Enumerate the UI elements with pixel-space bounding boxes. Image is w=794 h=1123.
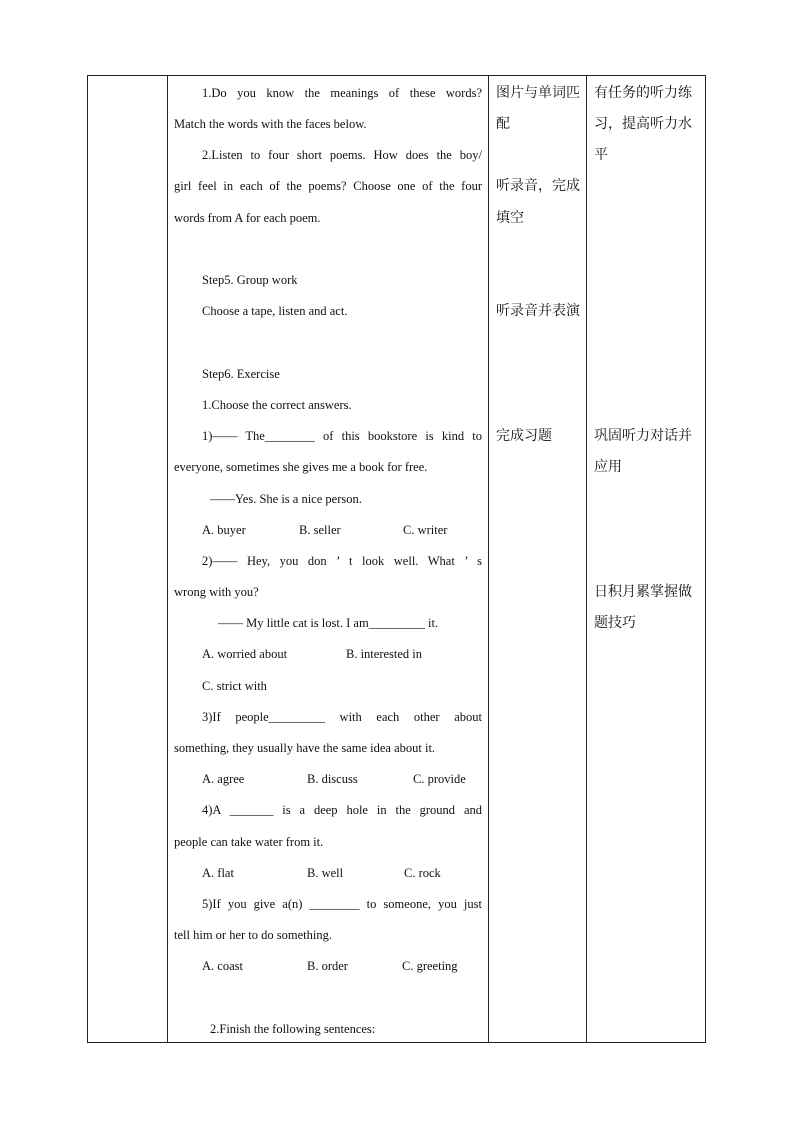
content-line: 1.Do you know the meanings of these words? [202, 86, 482, 100]
content-line: Choose a tape, listen and act. [202, 304, 348, 318]
content-line: 1.Choose the correct answers. [202, 398, 352, 412]
purpose-text: 习，提高听力水 [594, 116, 692, 132]
lesson-table [87, 75, 706, 1043]
question-line: everyone, sometimes she gives me a book for free. [174, 460, 428, 474]
activity-text: 完成习题 [496, 428, 552, 444]
option: B. seller [299, 523, 341, 537]
activity-text: 配 [496, 116, 510, 132]
column-divider [167, 76, 168, 1042]
question-line: 5)If you give a(n) ________ to someone, you just [202, 897, 482, 911]
option: C. writer [403, 523, 448, 537]
content-line: Match the words with the faces below. [174, 117, 367, 131]
column-divider [488, 76, 489, 1042]
question-line: 1)—— The________ of this bookstore is kind to [202, 429, 482, 443]
question-line: wrong with you? [174, 585, 259, 599]
option: C. strict with [202, 679, 267, 693]
option: A. agree [202, 772, 245, 786]
option: C. greeting [402, 959, 458, 973]
option: B. interested in [346, 647, 423, 661]
purpose-text: 有任务的听力练 [594, 85, 692, 101]
step-heading: Step5. Group work [202, 273, 298, 287]
purpose-text: 巩固听力对话并 [594, 428, 692, 444]
column-divider [586, 76, 587, 1042]
purpose-text: 平 [594, 147, 608, 163]
question-line: 2)—— Hey, you don ’ t look well. What ’ s [202, 554, 482, 568]
purpose-text: 日积月累掌握做 [594, 584, 692, 600]
question-line: tell him or her to do something. [174, 928, 332, 942]
option: A. coast [202, 959, 243, 973]
content-line: words from A for each poem. [174, 211, 321, 225]
option: A. worried about [202, 647, 288, 661]
activity-text: 图片与单词匹 [496, 85, 580, 101]
question-line: something, they usually have the same idea about it. [174, 741, 436, 755]
option: B. order [307, 959, 348, 973]
activity-text: 听录音并表演 [496, 303, 580, 319]
question-line: ——Yes. She is a nice person. [210, 492, 362, 506]
question-line: 4)A _______ is a deep hole in the ground and [202, 803, 482, 817]
content-line: 2.Finish the following sentences: [210, 1022, 376, 1036]
option: A. buyer [202, 523, 246, 537]
option: C. rock [404, 866, 441, 880]
purpose-text: 题技巧 [594, 615, 636, 631]
question-line: —— My little cat is lost. I am_________ it. [218, 616, 439, 630]
question-line: people can take water from it. [174, 835, 324, 849]
option: B. discuss [307, 772, 358, 786]
content-line: 2.Listen to four short poems. How does the boy/ [202, 148, 482, 162]
step-heading: Step6. Exercise [202, 367, 280, 381]
option: B. well [307, 866, 344, 880]
option: C. provide [413, 772, 466, 786]
content-line: girl feel in each of the poems? Choose one of the four [174, 179, 482, 193]
option: A. flat [202, 866, 234, 880]
activity-text: 听录音，完成 [496, 178, 580, 194]
question-line: 3)If people_________ with each other about [202, 710, 482, 724]
activity-text: 填空 [496, 210, 524, 226]
purpose-text: 应用 [594, 459, 622, 475]
